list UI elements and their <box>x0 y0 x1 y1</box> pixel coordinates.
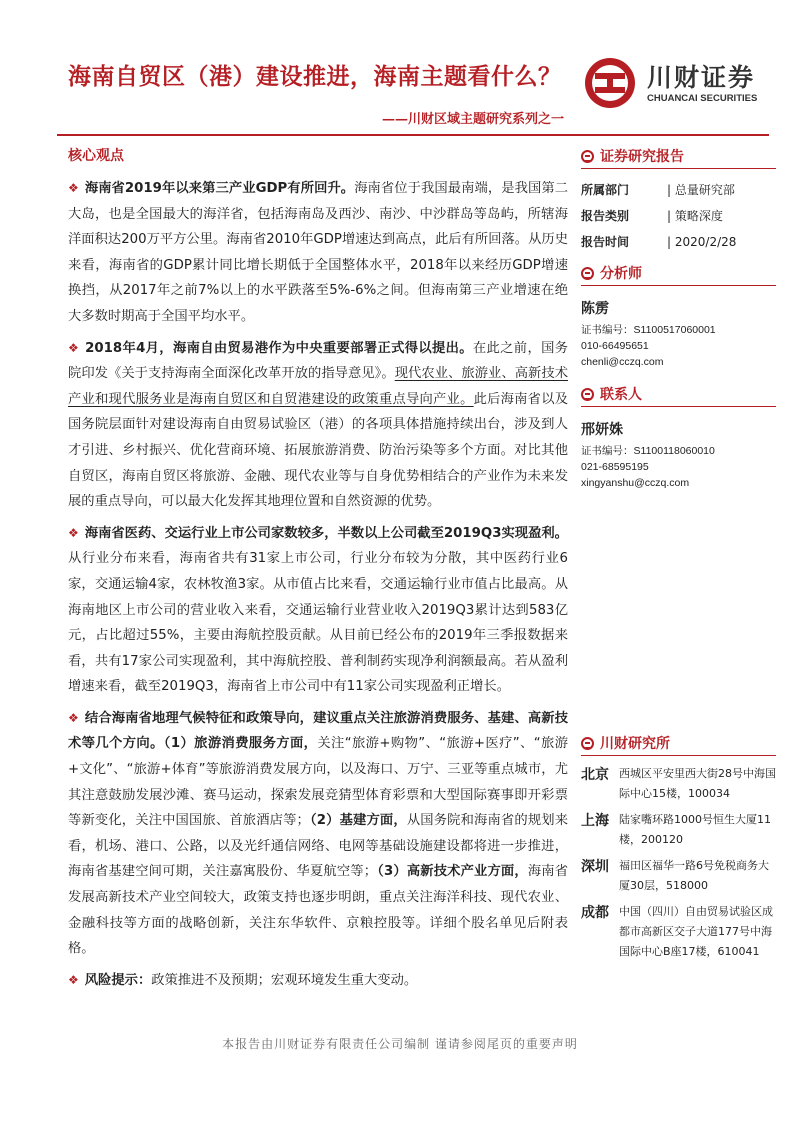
contact-phone: 021-68595195 <box>581 461 649 473</box>
sidebar <box>581 144 776 968</box>
diamond-bullet-icon: ❖ <box>68 181 79 195</box>
paragraph-directions-lead: 结合海南省地理气候特征和政策导向，建议重点关注旅游消费服务、基建、高新技术等几个方向。（1）旅游消费服务方面， <box>68 710 568 752</box>
diamond-bullet-icon: ❖ <box>68 340 80 355</box>
office-address: 福田区福华一路6号免税商务大厦30层，518000 <box>619 859 769 892</box>
office-city: 北京 <box>581 767 609 783</box>
paragraph-ftz-body-1: 在此之前，国务院印发《关于支持海南全面深化改革开放的指导意见》。 <box>68 340 569 382</box>
meta-key: 报告类别 <box>581 209 630 223</box>
meta-key: 报告时间 <box>581 235 630 249</box>
risk-warning <box>68 968 568 993</box>
header-divider <box>57 134 769 136</box>
office-address: 西城区平安里西大街28号中海国际中心15楼，100034 <box>619 767 776 800</box>
paragraph-directions-tech: 海南省发展高新技术产业空间较大，政策支持也逐步明朗，重点关注海洋科技、现代农业、金融科技等方面的战略创新，关注东华软件、京粮控股等。详细个股名单见后附表格。 <box>68 864 569 957</box>
contact-name: 邢妍姝 <box>581 422 623 438</box>
paragraph-ftz-lead: 2018年4月，海南自由贸易港作为中央重要部署正式得以提出。 <box>85 340 473 356</box>
meta-row-category <box>581 203 776 229</box>
sidebar-head-analyst <box>581 261 776 286</box>
analyst-cert: 证书编号：S1100517060001 <box>581 324 716 336</box>
contact-card <box>581 419 776 491</box>
report-subtitle: ——川财区域主题研究系列之一 <box>381 112 564 127</box>
company-logo <box>583 52 773 112</box>
office-address: 中国（四川）自由贸易试验区成都市高新区交子大道177号中海国际中心B座17楼，610041 <box>619 905 773 958</box>
paragraph-directions-infra-lead: （2）基建方面， <box>309 813 407 829</box>
sidebar-head-institute-label: 川财研究所 <box>600 736 670 752</box>
meta-value: | 2020/2/28 <box>667 235 737 249</box>
diamond-bullet-icon: ❖ <box>68 525 79 540</box>
paragraph-gdp <box>68 176 568 330</box>
logo-bullet-icon <box>581 150 594 163</box>
meta-row-department <box>581 177 776 203</box>
paragraph-gdp-lead: 海南省2019年以来第三产业GDP有所回升。 <box>84 181 355 196</box>
office-shenzhen <box>581 856 776 896</box>
sidebar-head-report <box>581 144 776 169</box>
analyst-email[interactable]: chenli@cczq.com <box>581 356 664 368</box>
logo-text-en: CHUANCAI SECURITIES <box>647 93 758 104</box>
office-city: 成都 <box>581 905 609 921</box>
office-city: 深圳 <box>581 859 609 875</box>
sidebar-head-contact-label: 联系人 <box>600 387 642 403</box>
paragraph-directions <box>68 706 568 962</box>
logo-bullet-icon <box>581 388 594 401</box>
office-city: 上海 <box>581 813 609 829</box>
logo-bullet-icon <box>581 267 594 280</box>
logo-text-cn: 川财证券 <box>647 63 756 92</box>
paragraph-directions-tourism: 关注“旅游+购物”、“旅游+医疗”、“旅游+文化”、“旅游+体育”等旅游消费发展方向，以及海口、万宁、三亚等重点城市，尤其注意鼓励发展沙滩、赛马运动，探索发展竞猜型体育彩票和大型国际赛事即开彩票等新变化，关注中国国旅、首旅酒店等； <box>68 736 568 829</box>
paragraph-ftz-underline: 现代农业、旅游业、高新技术产业和现代服务业是海南自贸区和自贸港建设的政策重点导向产业。 <box>68 366 569 407</box>
sidebar-head-contact <box>581 382 776 407</box>
meta-value: | 总量研究部 <box>667 183 735 197</box>
paragraph-ftz-body-2: 此后海南省以及国务院层面针对建设海南自由贸易试验区（港）的各项具体措施持续出台，涉及到人才引进、乡村振兴、优化营商环境、拓展旅游消费、防治污染等多个方面。对比其他自贸区，海南自贸区将旅游、金融、现代农业等与自身优势相结合的产业作为未来发展的重点导向，可以最大化发挥其地理位置和自然资源的优势。 <box>68 391 569 510</box>
meta-value: | 策略深度 <box>667 209 723 223</box>
paragraph-listed-companies <box>68 521 568 700</box>
core-views-column <box>68 146 568 999</box>
analyst-phone: 010-66495651 <box>581 340 649 352</box>
contact-email[interactable]: xingyanshu@cczq.com <box>581 477 690 489</box>
report-title: 海南自贸区（港）建设推进，海南主题看什么？ <box>68 64 562 90</box>
office-address: 陆家嘴环路1000号恒生大厦11楼，200120 <box>619 813 771 846</box>
logo-bullet-icon <box>581 737 594 750</box>
risk-label: 风险提示： <box>84 972 152 988</box>
paragraph-ftz <box>68 336 568 515</box>
page-footer: 本报告由川财证券有限责任公司编制 谨请参阅尾页的重要声明 <box>222 1037 578 1051</box>
office-shanghai <box>581 810 776 850</box>
sidebar-head-report-label: 证券研究报告 <box>600 149 684 165</box>
paragraph-listed-lead: 海南省医药、交运行业上市公司家数较多，半数以上公司截至2019Q3实现盈利。 <box>84 525 568 541</box>
section-title-core-views: 核心观点 <box>68 148 124 164</box>
meta-key: 所属部门 <box>581 183 630 197</box>
paragraph-directions-infra: 从国务院和海南省的规划来看，机场、港口、公路，以及光纤通信网络、电网等基础设施建设都将进一步推进，海南省基建空间可期，关注嘉寓股份、华夏航空等； <box>68 813 568 880</box>
company-logo-icon <box>583 56 637 110</box>
risk-text: 政策推进不及预期；宏观环境发生重大变动。 <box>151 972 418 988</box>
diamond-bullet-icon: ❖ <box>68 710 79 725</box>
sidebar-head-institute <box>581 731 776 756</box>
diamond-bullet-icon: ❖ <box>68 972 79 987</box>
meta-row-date <box>581 229 776 255</box>
paragraph-directions-tech-lead: （3）高新技术产业方面， <box>377 864 528 880</box>
office-beijing <box>581 764 776 804</box>
paragraph-listed-body: 从行业分布来看，海南省共有31家上市公司，行业分布较为分散，其中医药行业6家，交通运输4家，农林牧渔3家。从市值占比来看，交通运输行业市值占比最高。从海南地区上市公司的营业收入来看，交通运输行业营业收入2019Q3累计达到583亿元，占比超过55%，主要由海航控股贡献。从目前已经公布的2019年三季报数据来看，共有17家公司实现盈利，其中海航控股、普利制药实现净利润额最高。若从盈利增速来看，截至2019Q3，海南省上市公司中有11家公司实现盈利正增长。 <box>68 551 568 695</box>
contact-cert: 证书编号：S1100118060010 <box>581 445 715 457</box>
office-chengdu <box>581 902 776 962</box>
analyst-name: 陈雳 <box>581 301 609 317</box>
paragraph-gdp-body: 海南省位于我国最南端，是我国第二大岛，也是全国最大的海洋省，包括海南岛及西沙、南沙、中沙群岛等岛屿，所辖海洋面积达200万平方公里。海南省2010年GDP增速达到高点，此后有所回落。从历史来看，海南省的GDP累计同比增长期低于全国整体水平，2018年以来经历GDP增速换挡，从2017年之前7%以上的水平跌落至5%-6%之间。但海南第三产业增速在绝大多数时期高于全国平均水平。 <box>68 181 568 324</box>
analyst-card <box>581 298 776 370</box>
sidebar-head-analyst-label: 分析师 <box>600 266 642 282</box>
